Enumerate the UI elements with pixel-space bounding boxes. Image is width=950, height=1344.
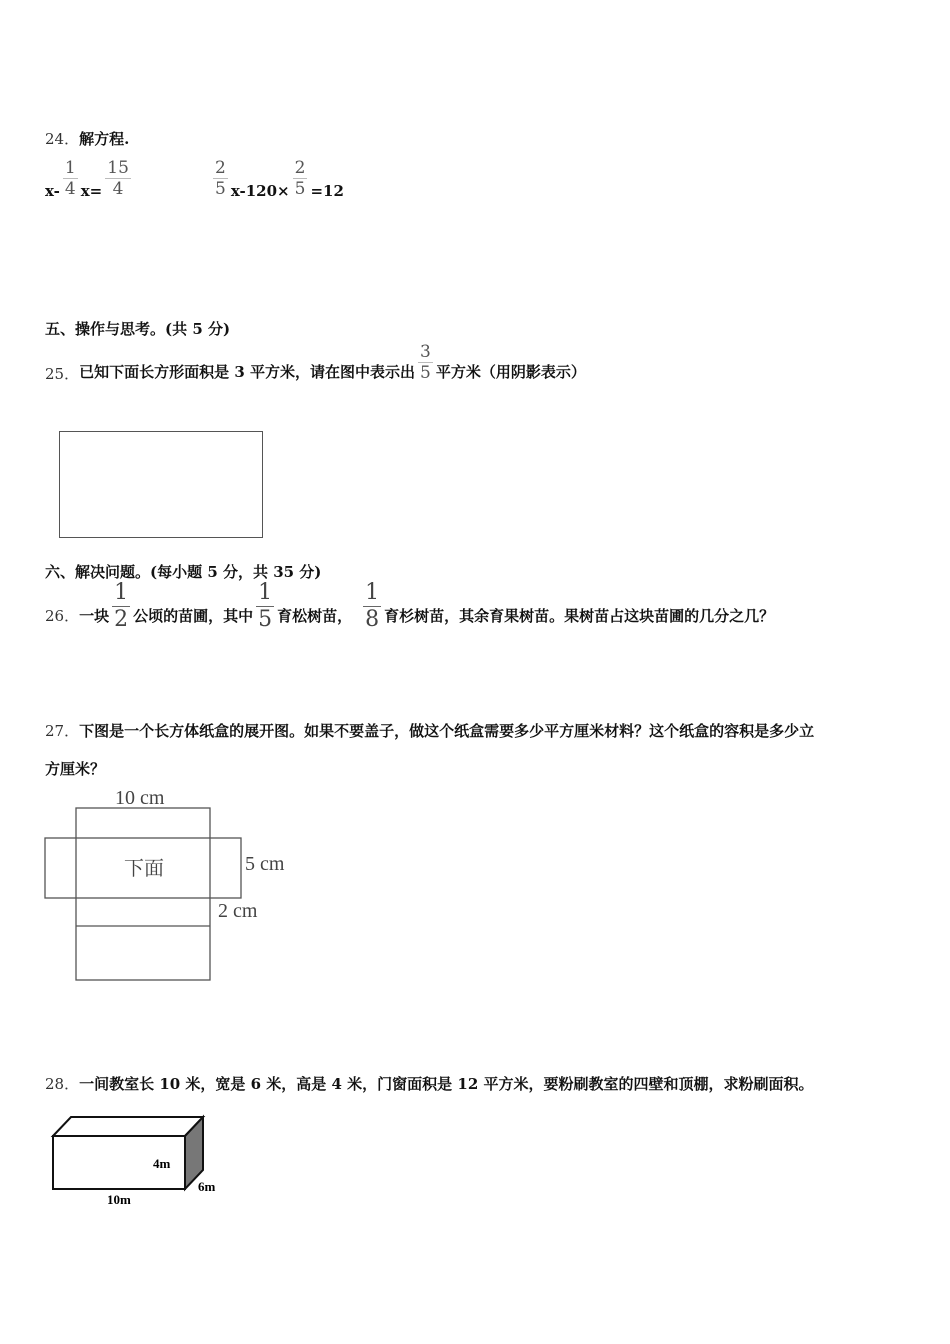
question-text: 一间教室长 10 米，宽是 6 米，高是 4 米，门窗面积是 12 平方米，要粉刷教室的四壁和顶棚，求粉刷面积。 [79,1075,814,1093]
numerator: 1 [363,580,381,607]
label-bottom: 下面 [124,856,164,880]
question-number: 28． [45,1075,80,1093]
fraction [363,580,381,634]
numerator: 3 [419,342,431,362]
question-text: 公顷的苗圃，其中 [133,606,254,625]
numerator: 1 [112,580,130,607]
numerator: 1 [256,580,274,607]
fraction [293,158,308,200]
box-net-figure [40,782,320,987]
q27 [45,720,814,741]
numerator: 15 [107,158,129,178]
question-text-cont: 方厘米？ [45,760,106,778]
denominator: 5 [215,179,226,200]
question-number: 26． [45,606,80,625]
section-heading-6: 六、解决问题。(每小题 5 分，共 35 分) [45,563,322,581]
denominator: 5 [294,179,306,200]
denominator: 2 [114,607,129,633]
cuboid-top [53,1117,203,1136]
question-text: 一块 [79,606,110,625]
section-heading-5: 五、操作与思考。(共 5 分) [45,320,231,338]
question-number: 24． [45,130,80,148]
question-number: 27． [45,722,80,740]
eq-text: x- [45,181,60,200]
fraction [112,580,130,634]
label-length: 10 cm [115,787,165,809]
numerator: 2 [294,158,306,178]
q24-heading [45,128,129,149]
denominator: 5 [419,363,431,384]
denominator: 8 [365,607,380,633]
net-outline [76,808,210,980]
question-text: 下图是一个长方体纸盒的展开图。如果不要盖子，做这个纸盒需要多少平方厘米材料？这个纸盒的容积是多少立 [79,722,815,740]
eq-text: x-120× [230,181,290,200]
label-length: 10m [107,1192,131,1207]
question-text: 解方程. [79,130,130,148]
fraction [418,342,433,384]
eq-text: =12 [310,181,344,200]
fraction [256,580,274,634]
q26 [45,580,774,634]
label-height: 4m [153,1156,171,1171]
rectangle-figure[interactable] [59,431,263,538]
fraction [213,158,228,200]
numerator: 1 [64,158,76,178]
equation-2 [210,158,344,200]
classroom-cuboid-figure [45,1112,235,1212]
question-number: 25． [45,364,80,383]
fraction [63,158,78,200]
numerator: 2 [215,158,226,178]
denominator: 5 [258,607,273,633]
question-text: 育松树苗， [277,606,353,625]
question-text: 育杉树苗，其余育果树苗。果树苗占这块苗圃的几分之几？ [384,606,775,625]
label-width: 6m [198,1179,216,1194]
label-height: 2 cm [218,900,258,922]
fraction [105,158,131,200]
equation-1 [45,158,134,200]
q25 [45,342,586,384]
question-text: 已知下面长方形面积是 3 平方米，请在图中表示出 [79,362,415,381]
question-text: 平方米（用阴影表示） [435,362,586,381]
eq-text: x= [80,181,103,200]
q28 [45,1073,814,1094]
label-width: 5 cm [245,853,285,875]
denominator: 4 [64,179,76,200]
denominator: 4 [112,179,124,200]
